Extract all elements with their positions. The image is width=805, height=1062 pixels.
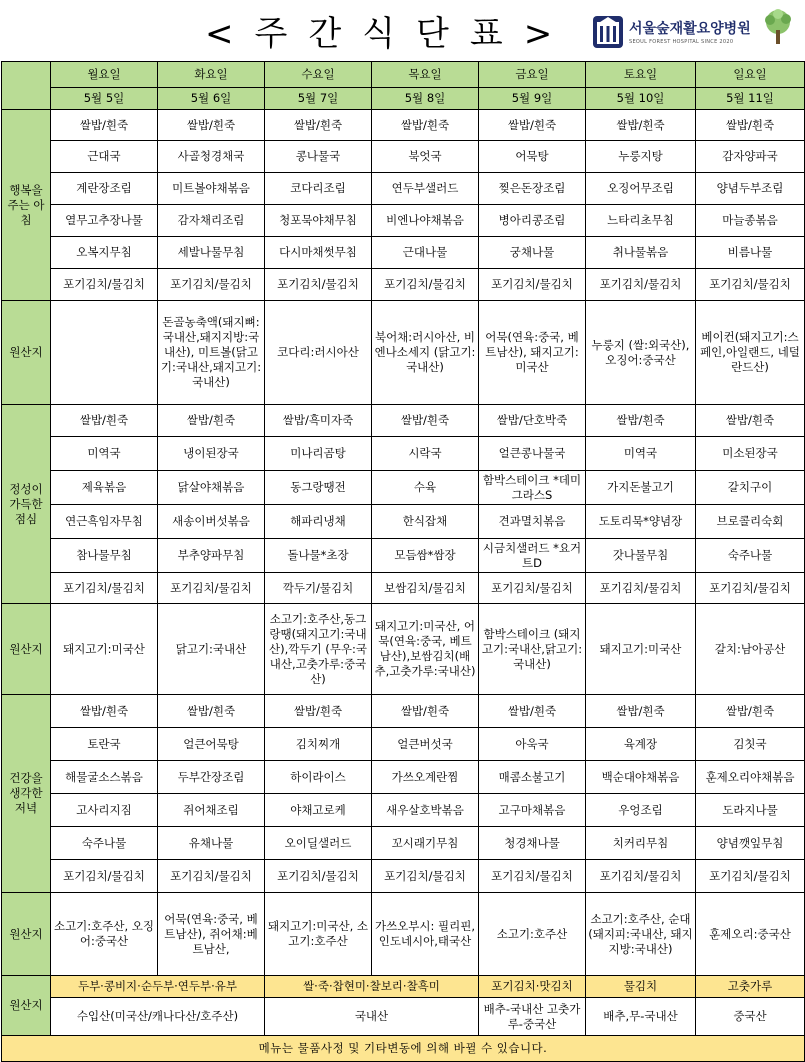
common-ingredient-name: 고춧가루 (696, 976, 805, 998)
day-wed: 수요일 (265, 62, 372, 88)
menu-item: 포기김치/물김치 (696, 269, 805, 301)
breakfast-menu-row (2, 110, 805, 141)
menu-item: 쌀밥/흰죽 (372, 695, 479, 728)
lunch-menu-row (2, 471, 805, 505)
menu-item: 냉이된장국 (158, 437, 265, 471)
common-origin-values-row (2, 998, 805, 1036)
menu-item: 양념두부조림 (696, 173, 805, 205)
menu-item: 숙주나물 (51, 827, 158, 860)
menu-item: 갓나물무침 (586, 539, 696, 573)
corner-cell (2, 62, 51, 110)
menu-item: 동그랑땡전 (265, 471, 372, 505)
common-ingredient-origin: 배추-국내산 고춧가루-중국산 (479, 998, 586, 1036)
day-mon: 월요일 (51, 62, 158, 88)
menu-item: 사골청경채국 (158, 141, 265, 173)
menu-item: 모듬쌈*쌈장 (372, 539, 479, 573)
menu-item: 쌀밥/흰죽 (265, 110, 372, 141)
menu-item: 비름나물 (696, 237, 805, 269)
menu-item: 야채고로케 (265, 794, 372, 827)
menu-item: 포기김치/물김치 (372, 860, 479, 893)
menu-item: 수육 (372, 471, 479, 505)
menu-item: 근대국 (51, 141, 158, 173)
dinner-origin-row (2, 893, 805, 976)
menu-item: 브로콜리숙회 (696, 505, 805, 539)
menu-item: 아욱국 (479, 728, 586, 761)
menu-item: 감자채리조림 (158, 205, 265, 237)
menu-item: 시락국 (372, 437, 479, 471)
menu-item: 세발나물무침 (158, 237, 265, 269)
menu-item: 쌀밥/흰죽 (479, 695, 586, 728)
menu-item: 포기김치/물김치 (265, 860, 372, 893)
hospital-name: 서울숲재활요양병원 (629, 21, 751, 37)
date-tue: 5월 6일 (158, 88, 265, 110)
menu-item: 연근흑임자무침 (51, 505, 158, 539)
breakfast-menu-row (2, 205, 805, 237)
menu-item: 해물굴소스볶음 (51, 761, 158, 794)
menu-item: 얼큰어묵탕 (158, 728, 265, 761)
menu-item: 포기김치/물김치 (696, 860, 805, 893)
menu-item: 부추양파무침 (158, 539, 265, 573)
origin-cell: 닭고기:국내산 (158, 604, 265, 695)
menu-item: 계란장조림 (51, 173, 158, 205)
menu-item: 미역국 (586, 437, 696, 471)
menu-item: 연두부샐러드 (372, 173, 479, 205)
menu-item: 얼큰버섯국 (372, 728, 479, 761)
menu-item: 궁채나물 (479, 237, 586, 269)
menu-item: 느타리초무침 (586, 205, 696, 237)
menu-item: 양념깻잎무침 (696, 827, 805, 860)
menu-item: 미나리곰탕 (265, 437, 372, 471)
origin-cell: 돼지고기:미국산, 소고기:호주산 (265, 893, 372, 976)
menu-item: 포기김치/물김치 (696, 573, 805, 604)
menu-item: 훈제오리야채볶음 (696, 761, 805, 794)
menu-item: 시금치샐러드 *요거트D (479, 539, 586, 573)
common-origin-label: 원산지 (2, 976, 51, 1036)
menu-item: 쌀밥/흰죽 (265, 695, 372, 728)
origin-cell: 갈치:남아공산 (696, 604, 805, 695)
dinner-menu-row (2, 794, 805, 827)
menu-item: 포기김치/물김치 (158, 860, 265, 893)
common-ingredient-name: 포기김치·맛김치 (479, 976, 586, 998)
menu-item: 쌀밥/단호박죽 (479, 405, 586, 437)
breakfast-menu-row (2, 141, 805, 173)
header (0, 0, 805, 62)
menu-item: 육계장 (586, 728, 696, 761)
day-header-row (2, 62, 805, 88)
menu-item: 포기김치/물김치 (586, 860, 696, 893)
date-fri: 5월 9일 (479, 88, 586, 110)
common-ingredient-origin: 배추,무-국내산 (586, 998, 696, 1036)
menu-item: 얼큰콩나물국 (479, 437, 586, 471)
menu-item: 포기김치/물김치 (372, 269, 479, 301)
footer-notice: 메뉴는 물품사정 및 기타변동에 의해 바뀔 수 있습니다. (2, 1036, 805, 1062)
menu-item: 새송이버섯볶음 (158, 505, 265, 539)
menu-item: 해파리냉채 (265, 505, 372, 539)
day-tue: 화요일 (158, 62, 265, 88)
menu-item: 포기김치/물김치 (479, 573, 586, 604)
menu-item: 감자양파국 (696, 141, 805, 173)
footer-row (2, 1036, 805, 1062)
origin-cell: 북어채:러시아산, 비엔나소세지 (닭고기:국내산) (372, 301, 479, 405)
date-wed: 5월 7일 (265, 88, 372, 110)
menu-item: 새우살호박볶음 (372, 794, 479, 827)
menu-item: 쌀밥/흰죽 (158, 405, 265, 437)
lunch-menu-row (2, 539, 805, 573)
menu-item: 북엇국 (372, 141, 479, 173)
breakfast-origin-row (2, 301, 805, 405)
menu-item: 비엔나야채볶음 (372, 205, 479, 237)
dinner-menu-row (2, 761, 805, 794)
origin-cell: 훈제오리:중국산 (696, 893, 805, 976)
menu-item: 도토리묵*양념장 (586, 505, 696, 539)
menu-item: 깍두기/물김치 (265, 573, 372, 604)
menu-item: 쌀밥/흰죽 (586, 695, 696, 728)
menu-item: 포기김치/물김치 (158, 269, 265, 301)
menu-item: 병아리콩조림 (479, 205, 586, 237)
date-sun: 5월 11일 (696, 88, 805, 110)
menu-item: 꼬시래기무침 (372, 827, 479, 860)
dinner-menu-row (2, 860, 805, 893)
menu-item: 치커리무침 (586, 827, 696, 860)
page-title: <주간식단표> (205, 14, 574, 54)
dinner-menu-row (2, 695, 805, 728)
menu-item: 쌀밥/흰죽 (372, 405, 479, 437)
menu-item: 쌀밥/흰죽 (372, 110, 479, 141)
menu-item: 쌀밥/흰죽 (586, 110, 696, 141)
menu-item: 토란국 (51, 728, 158, 761)
lunch-menu-row (2, 505, 805, 539)
menu-item: 견과멸치볶음 (479, 505, 586, 539)
menu-item: 백순대야채볶음 (586, 761, 696, 794)
menu-item: 포기김치/물김치 (51, 573, 158, 604)
origin-cell: 함박스테이크 (돼지고기:국내산,닭고기:국내산) (479, 604, 586, 695)
menu-item: 함박스테이크 *데미그라스S (479, 471, 586, 505)
menu-item: 김칫국 (696, 728, 805, 761)
dinner-section-label: 건강을 생각한 저녁 (2, 695, 51, 893)
menu-item: 매콤소불고기 (479, 761, 586, 794)
common-ingredient-origin: 수입산(미국산/캐나다산/호주산) (51, 998, 265, 1036)
hospital-subtitle: SEOUL FOREST HOSPITAL SINCE 2020 (629, 39, 734, 45)
menu-item: 청포묵야채무침 (265, 205, 372, 237)
lunch-menu-row (2, 437, 805, 471)
hospital-logo (591, 14, 801, 54)
menu-item: 갈치구이 (696, 471, 805, 505)
menu-item: 오이딜샐러드 (265, 827, 372, 860)
menu-item: 열무고추장나물 (51, 205, 158, 237)
menu-item: 쌀밥/흰죽 (158, 695, 265, 728)
origin-cell: 소고기:호주산,동그랑땡(돼지고기:국내산),깍두기 (무우:국내산,고춧가루:중국산) (265, 604, 372, 695)
breakfast-section-label: 행복을 주는 아침 (2, 110, 51, 301)
origin-cell: 소고기:호주산 (479, 893, 586, 976)
menu-item: 쌀밥/흑미자죽 (265, 405, 372, 437)
menu-item: 누룽지탕 (586, 141, 696, 173)
menu-item: 쌀밥/흰죽 (51, 695, 158, 728)
origin-cell (51, 301, 158, 405)
origin-cell: 베이컨(돼지고기:스페인,아일랜드, 네덜란드산) (696, 301, 805, 405)
lunch-menu-row (2, 573, 805, 604)
menu-item: 가지돈불고기 (586, 471, 696, 505)
menu-item: 마늘종볶음 (696, 205, 805, 237)
common-origin-names-row (2, 976, 805, 998)
menu-item: 포기김치/물김치 (51, 269, 158, 301)
menu-item: 김치찌개 (265, 728, 372, 761)
menu-item: 콩나물국 (265, 141, 372, 173)
lunch-origin-label: 원산지 (2, 604, 51, 695)
menu-item: 쌀밥/흰죽 (51, 110, 158, 141)
common-ingredient-name: 쌀·죽·찹현미·찰보리·찰흑미 (265, 976, 479, 998)
origin-cell: 어묵(연육:중국, 베트남산), 돼지고기:미국산 (479, 301, 586, 405)
menu-item: 포기김치/물김치 (479, 860, 586, 893)
breakfast-menu-row (2, 269, 805, 301)
menu-item: 포기김치/물김치 (158, 573, 265, 604)
menu-item: 한식잡채 (372, 505, 479, 539)
lunch-section-label: 정성이 가득한 점심 (2, 405, 51, 604)
menu-item: 미역국 (51, 437, 158, 471)
menu-item: 고사리지짐 (51, 794, 158, 827)
menu-item: 코다리조림 (265, 173, 372, 205)
common-ingredient-origin: 국내산 (265, 998, 479, 1036)
menu-item: 제육볶음 (51, 471, 158, 505)
origin-cell: 돼지고기:미국산, 어묵(연육:중국, 베트남산),보쌈김치(배추,고춧가루:국내산) (372, 604, 479, 695)
lunch-origin-row (2, 604, 805, 695)
menu-item: 우엉조림 (586, 794, 696, 827)
menu-item: 청경채나물 (479, 827, 586, 860)
menu-item: 찢은돈장조림 (479, 173, 586, 205)
menu-item: 포기김치/물김치 (265, 269, 372, 301)
day-thu: 목요일 (372, 62, 479, 88)
menu-item: 쌀밥/흰죽 (479, 110, 586, 141)
origin-cell: 누룽지 (쌀:외국산), 오징어:중국산 (586, 301, 696, 405)
menu-item: 근대나물 (372, 237, 479, 269)
menu-item: 오복지무침 (51, 237, 158, 269)
common-ingredient-name: 두부·콩비지·순두부·연두부·유부 (51, 976, 265, 998)
menu-item: 도라지나물 (696, 794, 805, 827)
menu-item: 쌀밥/흰죽 (696, 110, 805, 141)
menu-item: 포기김치/물김치 (51, 860, 158, 893)
menu-item: 오징어무조림 (586, 173, 696, 205)
menu-item: 미트볼야채볶음 (158, 173, 265, 205)
menu-item: 쌀밥/흰죽 (51, 405, 158, 437)
menu-table (1, 61, 805, 1062)
common-ingredient-origin: 중국산 (696, 998, 805, 1036)
origin-cell: 돈골농축액(돼지뼈:국내산,돼지지방:국내산), 미트볼(닭고기:국내산,돼지고기:국내산) (158, 301, 265, 405)
lunch-menu-row (2, 405, 805, 437)
breakfast-menu-row (2, 237, 805, 269)
menu-item: 두부간장조림 (158, 761, 265, 794)
menu-item: 쌀밥/흰죽 (586, 405, 696, 437)
menu-item: 닭살야채볶음 (158, 471, 265, 505)
menu-item: 숙주나물 (696, 539, 805, 573)
menu-item: 포기김치/물김치 (586, 269, 696, 301)
day-fri: 금요일 (479, 62, 586, 88)
menu-item: 쌀밥/흰죽 (696, 695, 805, 728)
menu-item: 유채나물 (158, 827, 265, 860)
menu-item: 쌀밥/흰죽 (696, 405, 805, 437)
dinner-origin-label: 원산지 (2, 893, 51, 976)
menu-item: 어묵탕 (479, 141, 586, 173)
origin-cell: 돼지고기:미국산 (51, 604, 158, 695)
menu-item: 포기김치/물김치 (479, 269, 586, 301)
breakfast-menu-row (2, 173, 805, 205)
menu-item: 돌나물*초장 (265, 539, 372, 573)
dinner-menu-row (2, 728, 805, 761)
menu-item: 하이라이스 (265, 761, 372, 794)
menu-item: 다시마채썻무침 (265, 237, 372, 269)
date-header-row (2, 88, 805, 110)
hospital-emblem-icon (591, 14, 625, 50)
menu-item: 쥐어채조림 (158, 794, 265, 827)
breakfast-origin-label: 원산지 (2, 301, 51, 405)
common-ingredient-name: 물김치 (586, 976, 696, 998)
origin-cell: 어묵(연육:중국, 베트남산), 쥐어채:베트남산, (158, 893, 265, 976)
day-sun: 일요일 (696, 62, 805, 88)
origin-cell: 가쓰오부시: 필리핀,인도네시아,태국산 (372, 893, 479, 976)
origin-cell: 소고기:호주산, 오징어:중국산 (51, 893, 158, 976)
origin-cell: 소고기:호주산, 순대 (돼지피:국내산, 돼지지방:국내산) (586, 893, 696, 976)
menu-item: 쌀밥/흰죽 (158, 110, 265, 141)
menu-item: 고구마채볶음 (479, 794, 586, 827)
menu-item: 보쌈김치/물김치 (372, 573, 479, 604)
origin-cell: 코다리:러시아산 (265, 301, 372, 405)
menu-item: 참나물무침 (51, 539, 158, 573)
menu-item: 미소된장국 (696, 437, 805, 471)
date-mon: 5월 5일 (51, 88, 158, 110)
menu-item: 포기김치/물김치 (586, 573, 696, 604)
date-sat: 5월 10일 (586, 88, 696, 110)
menu-item: 가쓰오계란찜 (372, 761, 479, 794)
origin-cell: 돼지고기:미국산 (586, 604, 696, 695)
dinner-menu-row (2, 827, 805, 860)
tree-icon (761, 8, 795, 48)
day-sat: 토요일 (586, 62, 696, 88)
date-thu: 5월 8일 (372, 88, 479, 110)
menu-item: 취나물볶음 (586, 237, 696, 269)
